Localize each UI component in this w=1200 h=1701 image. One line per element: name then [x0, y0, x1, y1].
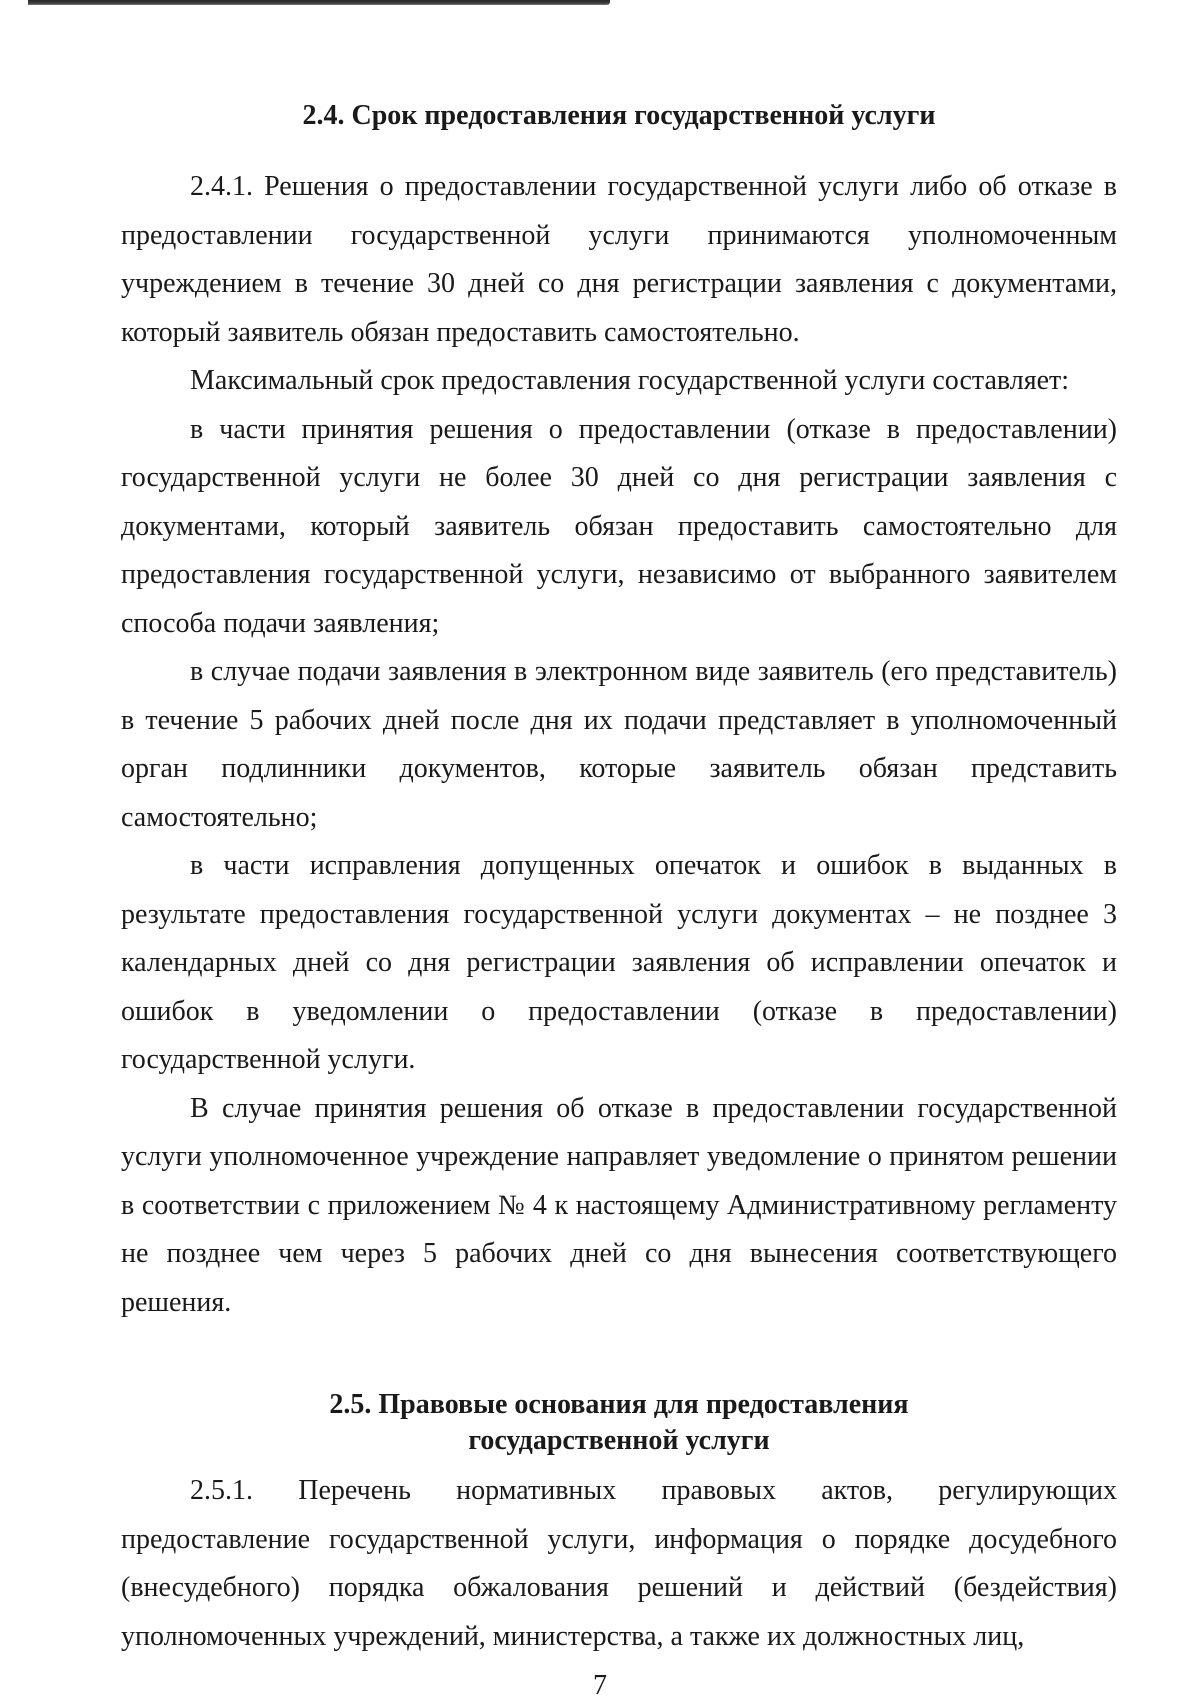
paragraph-refusal-notice: В случае принятия решения об отказе в предоставлении государственной услуги уполномоченное учреждение направляет уведомление о принятом решении в соответствии с приложением № 4 к настоящему Административному регламенту не позднее чем через 5 рабочих дней со дня вынесения соответствующего решения.	[121, 1092, 1117, 1318]
paragraph-2-4-1: 2.4.1. Решения о предоставлении государственной услуги либо об отказе в предоставлении государственной услуги принимаются уполномоченным учреждением в течение 30 дней со дня регистрации заявления с документами, который заявитель обязан предоставить самостоятельно.	[121, 171, 1117, 348]
section-2-5-heading	[121, 1387, 1117, 1459]
paragraph-max-term: Максимальный срок предоставления государственной услуги составляет:	[190, 365, 1070, 396]
scan-edge-bar	[28, 0, 610, 5]
page-number: 7	[593, 1670, 607, 1701]
section-2-5-body	[121, 1467, 1117, 1661]
paragraph-electronic-submission: в случае подачи заявления в электронном виде заявитель (его представитель) в течение 5 рабочих дней после дня их подачи представляет в уполномоченный орган подлинники документов, которые заявитель обязан представить самостоятельно;	[121, 656, 1117, 833]
section-2-5-heading-line1: 2.5. Правовые основания для предоставления	[329, 1389, 909, 1420]
section-2-5-heading-line2: государственной услуги	[468, 1425, 770, 1456]
paragraph-corrections-term: в части исправления допущенных опечаток и ошибок в выданных в результате предоставления государственной услуги документах – не позднее 3 календарных дней со дня регистрации заявления об исправлении опечаток и ошибок в уведомлении о предоставлении (отказе в предоставлении) государственной услуги.	[121, 850, 1117, 1075]
section-2-4-body	[121, 163, 1117, 1327]
paragraph-decision-term: в части принятия решения о предоставлении (отказе в предоставлении) государственной услуги не более 30 дней со дня регистрации заявления с документами, который заявитель обязан предоставить самостоятельно для предоставления государственной услуги, независимо от выбранного заявителем способа подачи заявления;	[121, 413, 1117, 639]
paragraph-2-5-1: 2.5.1. Перечень нормативных правовых актов, регулирующих предоставление государственной услуги, информация о порядке досудебного (внесудебного) порядка обжалования решений и действий (бездействия) уполномоченных учреждений, министерства, а также их должностных лиц,	[121, 1475, 1117, 1652]
section-2-4-heading: 2.4. Срок предоставления государственной услуги	[302, 100, 936, 131]
